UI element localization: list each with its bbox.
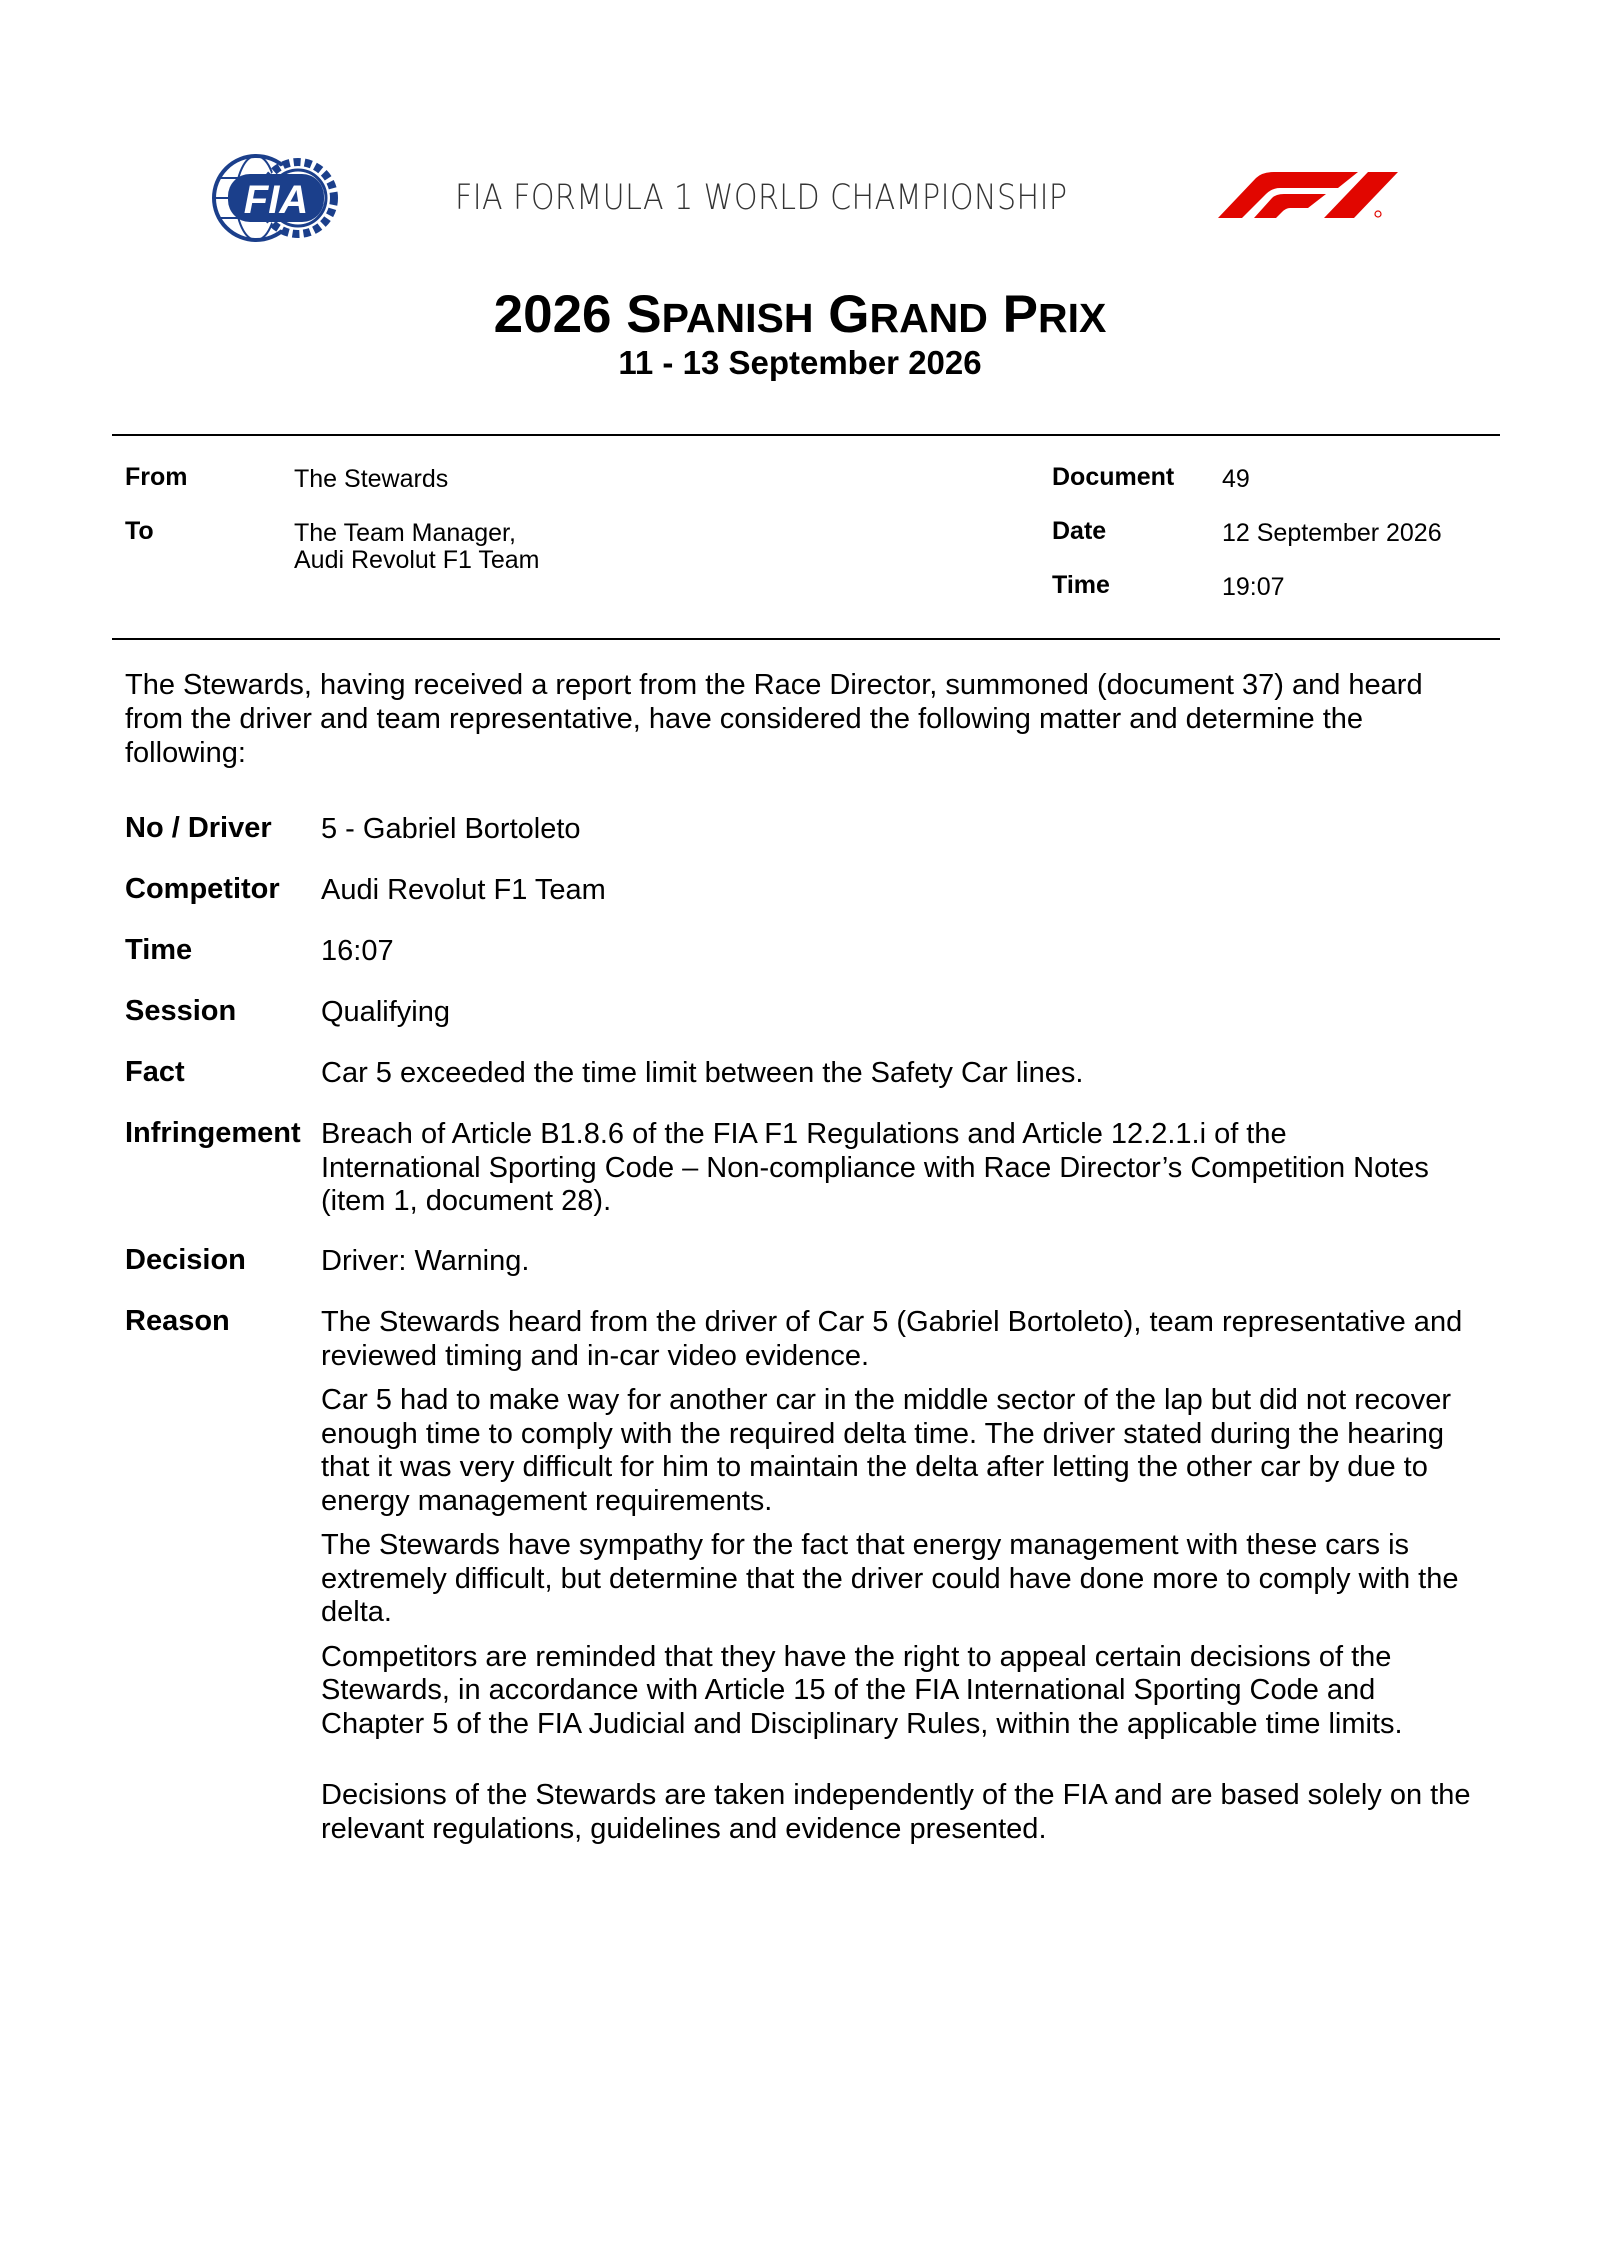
reason-text — [321, 1306, 1481, 1857]
header-divider — [112, 434, 1500, 436]
time-label: Time — [1052, 571, 1110, 599]
date-value: 12 September 2026 — [1222, 519, 1442, 547]
to-value-line1: The Team Manager, — [294, 519, 516, 547]
fact-value: Car 5 exceeded the time limit between the Safety Car lines. — [321, 1057, 1084, 1089]
from-value: The Stewards — [294, 465, 449, 493]
infringement-value: Breach of Article B1.8.6 of the FIA F1 Regulations and Article 12.2.1.i of the International Sporting Code – Non-compliance with Race Director’s Competition Notes (item 1, document 28). — [321, 1118, 1429, 1217]
document-value: 49 — [1222, 465, 1250, 493]
decision-value: Driver: Warning. — [321, 1245, 530, 1277]
meta-divider — [112, 638, 1500, 640]
from-label: From — [125, 463, 188, 491]
competitor-value: Audi Revolut F1 Team — [321, 874, 606, 906]
championship-title: FIA FORMULA 1 WORLD CHAMPIONSHIP — [455, 178, 1068, 218]
to-value-line2: Audi Revolut F1 Team — [294, 546, 540, 574]
fia-logo — [206, 152, 342, 244]
date-label: Date — [1052, 517, 1107, 545]
infringement-label: Infringement — [125, 1117, 301, 1149]
event-title — [0, 286, 1600, 344]
intro-paragraph: The Stewards, having received a report from the Race Director, summoned (document 37) and heard from the driver and team representative, have considered the following matter and determine the following: — [125, 669, 1423, 769]
time-row-value: 16:07 — [321, 935, 394, 967]
competitor-label: Competitor — [125, 873, 280, 905]
reason-paragraph: Decisions of the Stewards are taken independently of the FIA and are based solely on the relevant regulations, guidelines and evidence presented. — [321, 1779, 1471, 1845]
reason-label: Reason — [125, 1305, 230, 1337]
reason-paragraph: Car 5 had to make way for another car in the middle sector of the lap but did not recover enough time to comply with the required delta time. The driver stated during the hearing that it was very difficult for him to maintain the delta after letting the other car by due to energy management requirements. — [321, 1384, 1451, 1517]
time-value: 19:07 — [1222, 573, 1285, 601]
time-row-label: Time — [125, 934, 193, 966]
event-title-text: 2026 SPANISH GRAND PRIX — [493, 285, 1107, 344]
driver-label: No / Driver — [125, 812, 272, 844]
reason-paragraph: The Stewards have sympathy for the fact that energy management with these cars is extremely difficult, but determine that the driver could have done more to comply with the delta. — [321, 1529, 1459, 1628]
decision-label: Decision — [125, 1244, 246, 1276]
fia-logo-text: FIA — [243, 178, 309, 222]
session-label: Session — [125, 995, 237, 1027]
reason-paragraph: Competitors are reminded that they have the right to appeal certain decisions of the Stewards, in accordance with Article 15 of the FIA International Sporting Code and Chapter 5 of the FIA Judicial and Disciplinary Rules, within the applicable time limits. — [321, 1640, 1403, 1740]
to-label: To — [125, 517, 154, 545]
f1-logo — [1208, 170, 1404, 224]
document-label: Document — [1052, 463, 1175, 491]
event-dates: 11 - 13 September 2026 — [618, 344, 982, 381]
fact-label: Fact — [125, 1056, 185, 1088]
driver-value: 5 - Gabriel Bortoleto — [321, 813, 581, 845]
session-value: Qualifying — [321, 996, 450, 1028]
reason-paragraph: The Stewards heard from the driver of Car 5 (Gabriel Bortoleto), team representative and reviewed timing and in-car video evidence. — [321, 1306, 1463, 1372]
